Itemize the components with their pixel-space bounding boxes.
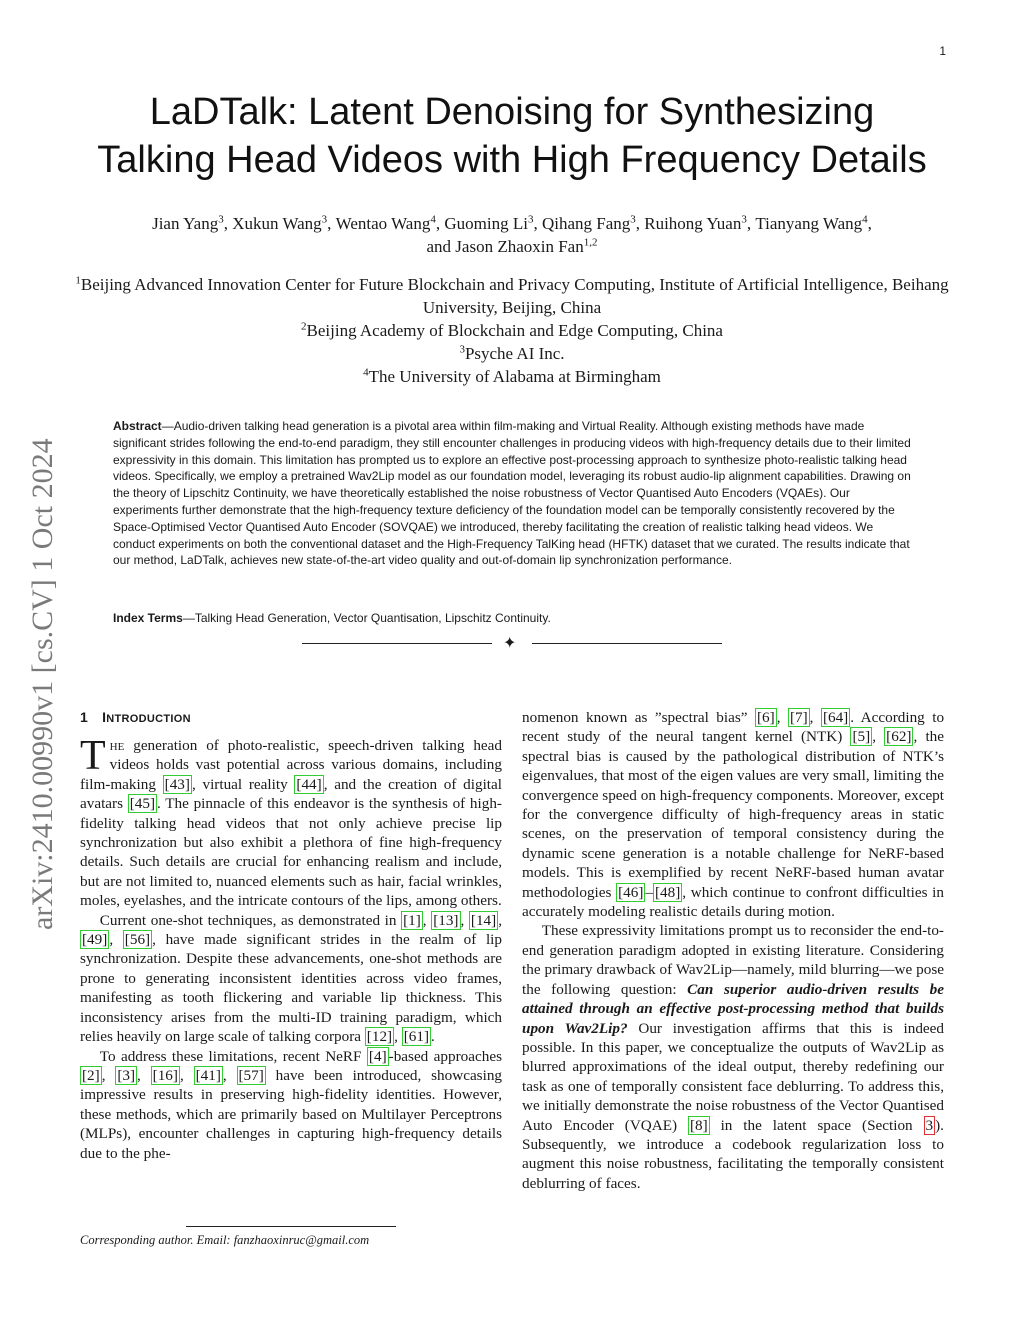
page-number: 1 bbox=[939, 44, 946, 58]
citation-link[interactable]: [41] bbox=[195, 1066, 221, 1084]
citation-link[interactable]: [6] bbox=[756, 709, 775, 726]
abstract-text: —Audio-driven talking head generation is a pivotal area within film-making and Virtual Reality. Although existing methods have made significant strides following the end-to-end paradigm, they still encounter challenges in producing videos with high-frequency details due to their limited expressivity in this domain. This limitation has prompted us to explore an effective post-processing approach to synthesize photo-realistic talking head videos. Specifically, we employ a pretrained Wav2Lip model as our foundation model, leveraging its robust audio-lip alignment capabilities. Drawing on the theory of Lipschitz Continuity, we have theoretically established the noise robustness of Vector Quantised Auto Encoders (VQAEs). Our experiments further demonstrate that the high-frequency texture deficiency of the foundation model can be temporally consistently recovered by the Space-Optimised Vector Quantised Auto Encoder (SOVQAE) we introduced, thereby facilitating the creation of realistic talking head videos. We conduct experiments on both the conventional dataset and the High-Frequency TalKing head (HFTK) dataset that we curated. The results indicate that our method, LaDTalk, achieves new state-of-the-art video quality and out-of-domain lip synchronization performance. bbox=[113, 419, 911, 568]
intro-paragraph-3: To address these limitations, recent NeRF [4] -based approaches [2] , [3] , [16] , [41] , [57] have been introduced, showcasing impressive results in preserving high-fidelity identities. However, these methods, which are primarily based on Multilayer Perceptrons (MLPs), encounter challenges in capturing high-frequency details due to the phe- bbox=[80, 1047, 503, 1162]
paper-title bbox=[60, 88, 964, 184]
footnote-rule bbox=[186, 1226, 396, 1227]
citation-link[interactable]: [1] bbox=[403, 911, 421, 929]
intro-paragraph-1: The generation of photo-realistic, speech-driven talking head videos holds vast potential across various domains, including film-making [43] , virtual reality [44] , and the creation of digital avatars [45] . The pinnacle of this endeavor is the synthesis of high-fidelity talking head videos that not only achieve precise lip synchronization but also exhibit a plethora of fine high-frequency details. Such details are crucial for enhancing realism and include, but are not limited to, nuanced elements such as hair, facial wrinkles, moles, eyelashes, and the intricate contours of the lips, among others. bbox=[80, 733, 502, 910]
affiliation-list bbox=[72, 273, 952, 388]
intro-paragraph-4: nomenon known as ”spectral bias” [6] , [7] , [64] . According to recent study of the neural tangent kernel (NTK) [5] , [62] , the spectral bias is caused by the pathological distribution of NTK’s eigenvalues, that most of the eigen values are very small, limiting the convergence speed on high-frequency components. Moreover, except for the convergence difficulty of high-frequency areas in static scenes, on the preservation of temporal consistency during the dynamic scene generation is a notable challenge for NeRF-based models. This is exemplified by recent NeRF-based human avatar methodologies [46] – [48] , which continue to confront difficulties in accurately modeling realistic details during motion. bbox=[522, 709, 945, 921]
citation-link[interactable]: [46] bbox=[618, 883, 644, 901]
citation-link[interactable]: [2] bbox=[82, 1066, 100, 1084]
index-terms-text: —Talking Head Generation, Vector Quantisation, Lipschitz Continuity. bbox=[182, 611, 551, 625]
citation-link[interactable]: [12] bbox=[366, 1028, 393, 1046]
citation-link[interactable]: [7] bbox=[789, 709, 808, 726]
affiliation: $^2$Beijing Academy of Blockchain and Edge Computing, China bbox=[301, 320, 723, 340]
research-question: Can superior audio-driven results be attained through an effective post-processing method that builds upon Wav2Lip? bbox=[522, 980, 944, 1037]
intro-paragraph-2: Current one-shot techniques, as demonstrated in [1] , [13] , [14] , [49] , [56] , have made significant strides in the realm of lip synchronization. Despite these advancements, one-shot methods are prone to generating inconsistent identities across video frames, manifesting as tooth flickering and variable lip thickness. This inconsistency arises from the multi-ID training paradigm, which relies heavily on large scale of talking corpora [12] , [61] . bbox=[80, 911, 503, 1046]
citation-link[interactable]: [16] bbox=[152, 1066, 178, 1084]
citation-link[interactable]: [43] bbox=[164, 775, 190, 793]
section-heading: 1 INTRODUCTION bbox=[80, 709, 191, 725]
affiliation: $^3$Psyche AI Inc. bbox=[459, 343, 565, 363]
citation-link[interactable]: [48] bbox=[654, 883, 681, 901]
author-list bbox=[60, 212, 964, 258]
citation-link[interactable]: [5] bbox=[852, 728, 871, 746]
citation-link[interactable]: [3] bbox=[117, 1066, 136, 1084]
left-column bbox=[80, 708, 502, 1163]
right-column bbox=[522, 708, 944, 1193]
citation-link[interactable]: [14] bbox=[470, 911, 497, 929]
divider-rule-left bbox=[302, 643, 492, 644]
citation-link[interactable]: [61] bbox=[403, 1028, 430, 1046]
citation-link[interactable]: [64] bbox=[822, 709, 849, 726]
citation-link[interactable]: [57] bbox=[238, 1066, 264, 1084]
citation-link[interactable]: [49] bbox=[82, 931, 108, 949]
citation-link[interactable]: [8] bbox=[689, 1116, 708, 1134]
author: Ruihong Yuan$^3$, bbox=[644, 213, 756, 233]
abstract bbox=[113, 418, 911, 569]
author: and Jason Zhaoxin Fan$^{1,2}$ bbox=[426, 236, 598, 256]
citation-link[interactable]: [4] bbox=[368, 1047, 387, 1065]
author: Wentao Wang$^4$, bbox=[335, 213, 445, 233]
footnote: Corresponding author. Email: fanzhaoxinruc@gmail.com bbox=[80, 1233, 370, 1247]
intro-paragraph-5: These expressivity limitations prompt us to reconsider the end-to-end generation paradigm adopted in existing literature. Considering the primary drawback of Wav2Lip—namely, mild blurring—we pose the following question: Can superior audio-driven results be attained through an effective post-processing method that builds upon Wav2Lip? Our investigation affirms that this is indeed possible. In this paper, we conceptualize the outputs of Wav2Lip as blurred approximations of the ideal output, thereby redefining our task as one of temporally consistent face deblurring. To address this, we initially demonstrate the noise robustness of the Vector Quantised Auto Encoder (VQAE) [8] in the latent space (Section 3 ). Subsequently, we introduce a codebook regularization loss to augment this noise robustness, facilitating the temporally consistent deblurring of faces. bbox=[522, 922, 944, 1192]
abstract-label: Abstract bbox=[113, 419, 162, 433]
affiliation: $^1$Beijing Advanced Innovation Center for Future Blockchain and Privacy Computing, Institute of Artificial Intelligence, Beihang University, Beijing, China bbox=[75, 274, 949, 317]
citation-link[interactable]: [56] bbox=[124, 931, 151, 949]
index-terms bbox=[113, 610, 911, 626]
affiliation: $^4$The University of Alabama at Birmingham bbox=[363, 366, 661, 386]
citation-link[interactable]: [44] bbox=[296, 775, 322, 793]
divider-diamond-icon: ✦ bbox=[503, 633, 517, 652]
author: Guoming Li$^3$, bbox=[444, 213, 542, 233]
author: Jian Yang$^3$, bbox=[152, 213, 233, 233]
section-reference-link[interactable]: 3 bbox=[925, 1116, 934, 1134]
citation-link[interactable]: [62] bbox=[886, 728, 912, 746]
dropcap: T bbox=[80, 733, 106, 779]
author: Qihang Fang$^3$, bbox=[541, 213, 645, 233]
citation-link[interactable]: [45] bbox=[129, 795, 156, 813]
title-line-1: LaDTalk: Latent Denoising for Synthesizing bbox=[149, 91, 875, 133]
title-line-2: Talking Head Videos with High Frequency Details bbox=[97, 139, 927, 181]
arxiv-stamp: arXiv:2410.00990v1 [cs.CV] 1 Oct 2024 bbox=[26, 438, 59, 930]
author: Tianyang Wang$^4$, bbox=[755, 213, 872, 233]
citation-link[interactable]: [13] bbox=[433, 911, 459, 929]
author: Xukun Wang$^3$, bbox=[232, 213, 336, 233]
index-terms-label: Index Terms bbox=[113, 611, 183, 625]
divider-rule-right bbox=[532, 643, 722, 644]
